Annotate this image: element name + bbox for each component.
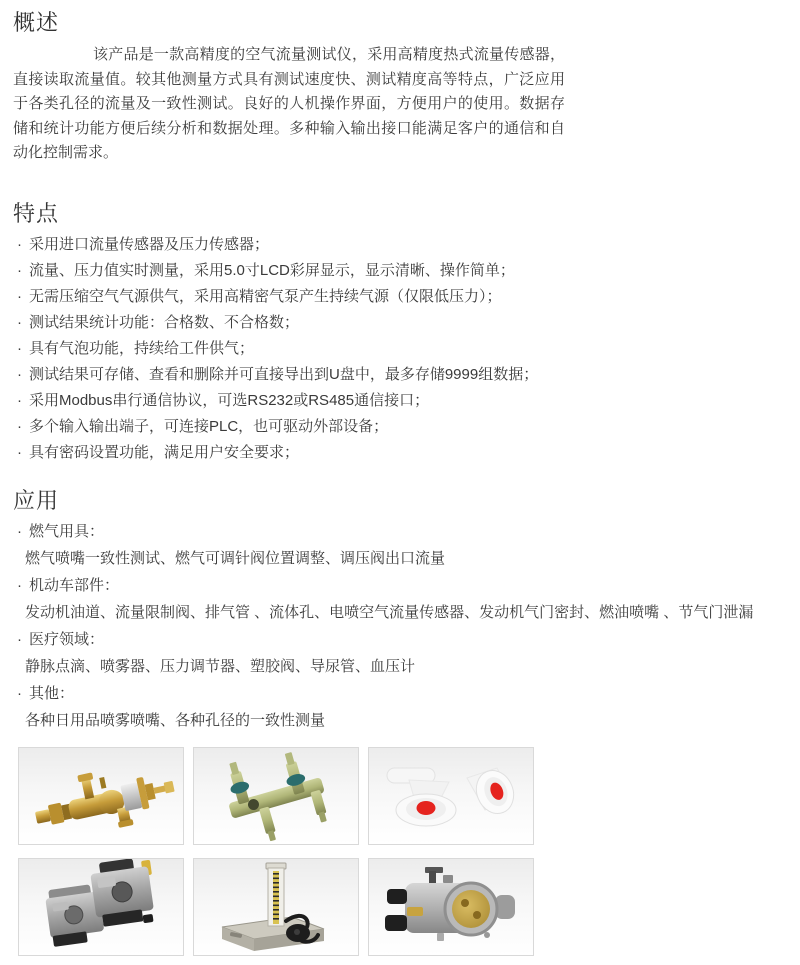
- application-detail: 各种日用品喷雾喷嘴、各种孔径的一致性测量: [25, 711, 326, 729]
- overview-paragraph: 该产品是一款高精度的空气流量测试仪，采用高精度热式流量传感器，直接读取流量值。较其他测量方式具有测试速度快、测试精度高等特点，广泛应用于各类孔径的流量及一致性测试。良好的人机操作界面，方便用户的使用。数据存储和统计功能方便后续分析和数据处理。多种输入输出接口能满足客户的通信和自动化控制需求。: [13, 46, 565, 162]
- application-item: [13, 572, 800, 626]
- carburetor-image: [369, 859, 533, 955]
- feature-text: 具有密码设置功能，满足用户安全要求；: [29, 443, 300, 461]
- feature-text: 具有气泡功能，持续给工件供气；: [29, 339, 255, 357]
- feature-item: [13, 414, 800, 440]
- product-photo-brass-valve: [18, 747, 184, 845]
- applications-section: [13, 486, 800, 734]
- bullet-dot: ·: [17, 313, 22, 331]
- product-photo-white-suction-nozzles: [368, 747, 534, 845]
- carburetor-pair-image: [19, 859, 183, 955]
- application-detail: 燃气喷嘴一致性测试、燃气可调针阀位置调整、调压阀出口流量: [25, 549, 446, 567]
- bullet-dot: ·: [17, 261, 22, 279]
- features-section: [13, 199, 800, 466]
- bullet-dot: ·: [17, 339, 22, 357]
- product-photo-green-valve-manifold: [193, 747, 359, 845]
- overview-heading: 概述: [13, 10, 60, 35]
- application-label: [13, 572, 800, 599]
- application-label: [13, 680, 800, 707]
- application-detail: 静脉点滴、喷雾器、压力调节器、塑胶阀、导尿管、血压计: [25, 657, 416, 675]
- product-photo-gallery: [18, 747, 800, 956]
- application-item: [13, 518, 800, 572]
- overview-section: [13, 8, 800, 166]
- features-heading: 特点: [13, 200, 60, 226]
- application-label-text: 医疗领域：: [29, 630, 105, 648]
- application-item: [13, 626, 800, 680]
- application-label-text: 机动车部件：: [29, 576, 120, 594]
- features-list: [13, 232, 800, 466]
- feature-item: [13, 362, 800, 388]
- bullet-dot: ·: [17, 287, 22, 305]
- feature-item: [13, 440, 800, 466]
- bullet-dot: ·: [17, 443, 22, 461]
- applications-heading: 应用: [13, 487, 60, 513]
- product-photo-sphygmomanometer: [193, 858, 359, 956]
- feature-item: [13, 336, 800, 362]
- brass-valve-image: [19, 748, 183, 844]
- sphygmomanometer-image: [194, 859, 358, 955]
- feature-text: 流量、压力值实时测量，采用5.0寸LCD彩屏显示，显示清晰、操作简单；: [29, 261, 515, 279]
- application-label-text: 其他：: [29, 684, 75, 702]
- bullet-dot: ·: [17, 630, 22, 648]
- white-suction-nozzles-image: [369, 748, 533, 844]
- bullet-dot: ·: [17, 391, 22, 409]
- feature-item: [13, 310, 800, 336]
- application-label-text: 燃气用具：: [29, 522, 105, 540]
- bullet-dot: ·: [17, 684, 22, 702]
- feature-text: 测试结果统计功能：合格数、不合格数；: [29, 313, 300, 331]
- application-label: [13, 626, 800, 653]
- bullet-dot: ·: [17, 235, 22, 253]
- bullet-dot: ·: [17, 576, 22, 594]
- feature-text: 多个输入输出端子，可连接PLC，也可驱动外部设备；: [29, 417, 389, 435]
- feature-item: [13, 258, 800, 284]
- feature-text: 采用进口流量传感器及压力传感器；: [29, 235, 270, 253]
- application-detail: 发动机油道、流量限制阀、排气管 、流体孔、电喷空气流量传感器、发动机气门密封、燃油喷嘴 、节气门泄漏: [25, 603, 754, 621]
- green-valve-manifold-image: [194, 748, 358, 844]
- feature-text: 无需压缩空气气源供气，采用高精密气泵产生持续气源（仅限低压力）；: [29, 287, 502, 305]
- feature-text: 采用Modbus串行通信协议，可选RS232或RS485通信接口；: [29, 391, 430, 409]
- applications-list: [13, 518, 800, 734]
- product-photo-carburetor: [368, 858, 534, 956]
- application-item: [13, 680, 800, 734]
- feature-item: [13, 232, 800, 258]
- product-photo-carburetor-pair: [18, 858, 184, 956]
- bullet-dot: ·: [17, 365, 22, 383]
- feature-text: 测试结果可存储、查看和删除并可直接导出到U盘中，最多存储9999组数据；: [29, 365, 539, 383]
- application-label: [13, 518, 800, 545]
- feature-item: [13, 284, 800, 310]
- feature-item: [13, 388, 800, 414]
- bullet-dot: ·: [17, 417, 22, 435]
- bullet-dot: ·: [17, 522, 22, 540]
